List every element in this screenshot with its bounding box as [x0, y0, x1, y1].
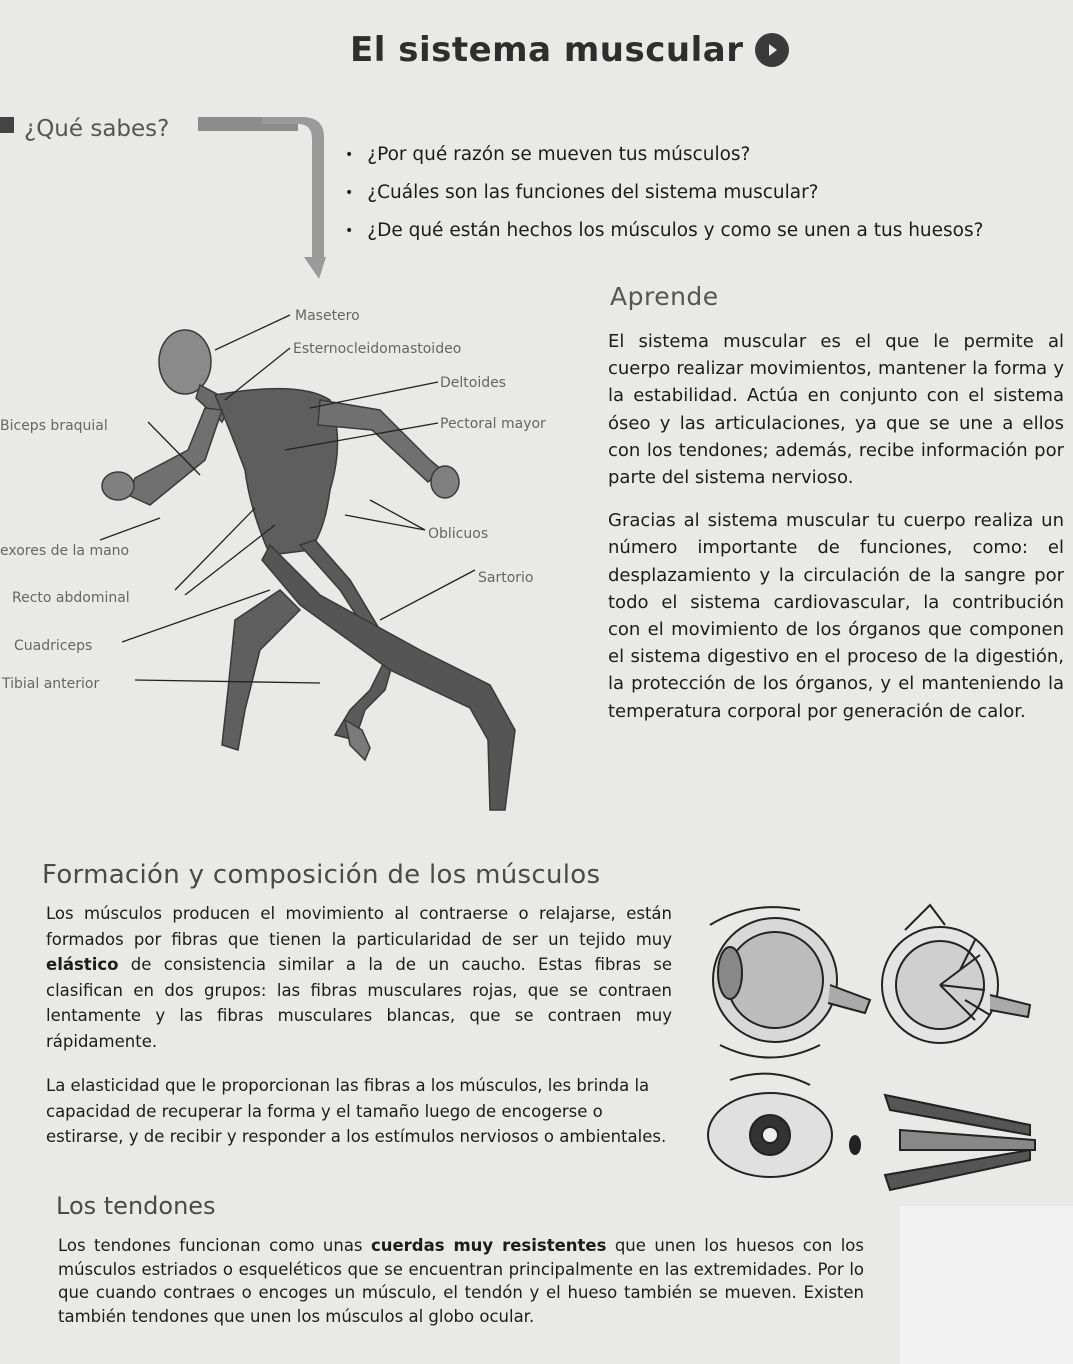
text-run: Los tendones funcionan como unas: [58, 1236, 371, 1255]
eye-illustrations: [690, 895, 1040, 1200]
bullet-icon: •: [345, 185, 354, 201]
formacion-paragraph-2: La elasticidad que le proporcionan las fibras a los músculos, les brinda la capacidad de recuperar la forma y el tamaño luego de encogerse o estirarse, y de recibir y responder a los estímulos nerviosos o ambientales.: [46, 1076, 667, 1146]
leader-line: [135, 680, 320, 683]
questions-list: [345, 136, 983, 250]
bold-term: elástico: [46, 955, 119, 974]
list-item: [345, 174, 983, 212]
bracket-arrow-icon: [262, 117, 326, 282]
blank-corner: [900, 1206, 1073, 1364]
aprende-heading: Aprende: [610, 282, 719, 311]
play-icon: [755, 33, 789, 67]
list-item: [345, 212, 983, 250]
page-title-text: El sistema muscular: [350, 30, 744, 70]
muscle-figure: [0, 290, 600, 830]
formacion-paragraph-1: [46, 901, 672, 1054]
tendones-heading: Los tendones: [56, 1192, 216, 1220]
aprende-paragraph-2: Gracias al sistema muscular tu cuerpo realiza un número importante de funciones, como: el desplazamiento y la circulación de la sangre por todo el sistema cardiovascular, la contribución con el movimiento de los órganos que componen el sistema digestivo en el proceso de la digestión, la protección de los órganos, y el manteniendo la temperatura corporal por generación de calor.: [608, 510, 1064, 722]
runner-illustration: [102, 330, 515, 810]
page-title: [350, 30, 789, 70]
tendones-paragraph: [58, 1234, 864, 1328]
leader-line: [215, 315, 290, 350]
text-run: Los músculos producen el movimiento al contraerse o relajarse, están formados por fibras que tienen la particularidad de ser un tejido muy: [46, 904, 672, 949]
formacion-heading: Formación y composición de los músculos: [42, 860, 601, 890]
leader-line: [310, 382, 438, 408]
eyeball-front-icon: [708, 1074, 832, 1177]
bullet-icon: •: [345, 147, 354, 163]
text-run: de consistencia similar a la de un caucho. Estas fibras se clasifican en dos grupos: las fibras musculares rojas, que se contraen lentamente y las fibras musculares blancas, que se contraen muy rápidamente.: [46, 955, 672, 1051]
leader-line: [100, 518, 160, 540]
label-biceps: Biceps braquial: [0, 418, 108, 434]
eye-retina-icon: [882, 905, 1030, 1043]
label-flexores: exores de la mano: [0, 543, 130, 559]
aprende-text: [608, 328, 1064, 725]
leader-line: [345, 515, 425, 530]
bold-term: cuerdas muy resistentes: [370, 1236, 607, 1255]
label-deltoides: Deltoides: [440, 375, 507, 391]
label-esternocleidomastoideo: Esternocleidomastoideo: [293, 341, 462, 357]
leader-line: [380, 570, 475, 620]
eye-cross-section-icon: [710, 907, 870, 1057]
aprende-paragraph-1: El sistema muscular es el que le permite al cuerpo realizar movimientos, mantener la forma y la estabilidad. Actúa en conjunto con el sistema óseo y las articulaciones, ya que se une a ellos con los tendones; además, recibe información por parte del sistema nervioso.: [608, 331, 1064, 489]
section-marker: [0, 117, 14, 133]
bullet-icon: •: [345, 223, 354, 239]
label-masetero: Masetero: [295, 308, 360, 324]
label-sartorio: Sartorio: [478, 570, 534, 586]
list-item: [345, 136, 983, 174]
question-text: ¿De qué están hechos los músculos y como se unen a tus huesos?: [367, 220, 984, 241]
eye-muscles-icon: [885, 1095, 1035, 1190]
question-text: ¿Cuáles son las funciones del sistema muscular?: [367, 182, 819, 203]
label-cuadriceps: Cuadriceps: [14, 638, 93, 654]
text-run: que unen los huesos con los músculos estriados o esqueléticos que se encuentran principalmente en las extremidades. Por lo que cuando contraes o encoges un músculo, el tendón y el hueso también se mueven. Existen también tendones que unen los músculos al globo ocular.: [58, 1236, 864, 1326]
label-recto-abdominal: Recto abdominal: [12, 590, 130, 606]
label-oblicuos: Oblicuos: [428, 526, 489, 542]
leader-line: [175, 508, 255, 590]
que-sabes-heading: ¿Qué sabes?: [24, 116, 170, 142]
label-tibial-anterior: Tibial anterior: [2, 676, 100, 692]
question-text: ¿Por qué razón se mueven tus músculos?: [367, 144, 751, 165]
lens-icon: [849, 1135, 861, 1155]
label-pectoral-mayor: Pectoral mayor: [440, 416, 546, 432]
